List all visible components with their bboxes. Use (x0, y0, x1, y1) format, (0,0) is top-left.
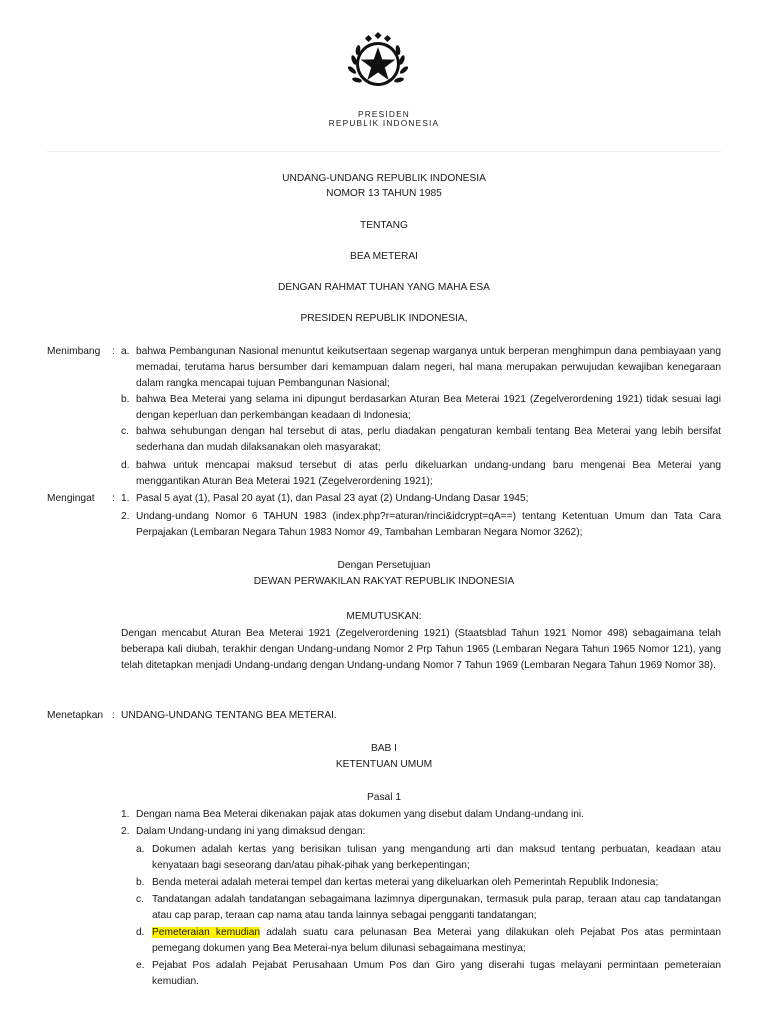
law-blessing: DENGAN RAHMAT TUHAN YANG MAHA ESA (278, 282, 490, 293)
mengingat-colon: : (112, 493, 115, 504)
header-line-republik: REPUBLIK INDONESIA (328, 118, 440, 128)
pasal-1-sub-mark-a: a. (136, 844, 145, 855)
mengingat-mark-1: 1. (121, 493, 130, 504)
menimbang-item-b: bahwa Bea Meterai yang selama ini dipungut berdasarkan Aturan Bea Meterai 1921 (Zegelverordening 1921) tidak sesuai lagi dengan keperluan dan perkembangan keadaan di Indonesia; (136, 394, 721, 421)
menimbang-mark-a: a. (121, 346, 130, 357)
menimbang-item-a: bahwa Pembangunan Nasional menuntut keikutsertaan segenap warganya untuk berperan menghimpun dana pembiayaan yang memadai, terutama harus bersumber dari kemampuan dalam negeri, hal mana merupakan perwujudan kewajiban kenegaraan dalam rangka mencapai tujuan Pembangunan Nasional; (136, 346, 721, 389)
law-title: UNDANG-UNDANG REPUBLIK INDONESIA (282, 173, 486, 184)
menimbang-label: Menimbang (47, 346, 101, 357)
decision-heading: MEMUTUSKAN: (346, 611, 422, 622)
law-president: PRESIDEN REPUBLIK INDONESIA, (300, 313, 468, 324)
pasal-1-sub-mark-d: d. (136, 927, 145, 938)
header-line-presiden: PRESIDEN (357, 109, 411, 119)
menetapkan-text: UNDANG-UNDANG TENTANG BEA METERAI. (121, 710, 337, 721)
pasal-1-sub-mark-c: c. (136, 894, 144, 905)
approval-dpr: DEWAN PERWAKILAN RAKYAT REPUBLIK INDONESIA (253, 576, 515, 587)
mengingat-item-2[interactable]: Undang-undang Nomor 6 TAHUN 1983 (index.php?r=aturan/rinci&idcrypt=qA==) tentang Ketentuan Umum dan Tata Cara Perpajakan (Lembaran Negara Tahun 1983 Nomor 49, Tambahan Lembaran Negara Nomor 3262); (136, 511, 721, 538)
bab-number: BAB I (370, 743, 398, 754)
mengingat-mark-2: 2. (121, 511, 130, 522)
mengingat-item-1: Pasal 5 ayat (1), Pasal 20 ayat (1), dan Pasal 23 ayat (2) Undang-Undang Dasar 1945; (136, 493, 529, 504)
pasal-1-sub-d-text: adalah suatu cara pelunasan Bea Meterai yang dilakukan oleh Pejabat Pos atas permintaan pemegang dokumen yang Bea Meterai-nya belum dilunasi sebagaimana mestinya; (152, 927, 722, 954)
pasal-1-sub-e: Pejabat Pos adalah Pejabat Perusahaan Umum Pos dan Giro yang diserahi tugas melayani permintaan pemeteraian kemudian. (152, 960, 721, 987)
pasal-1-mark-1: 1. (121, 809, 130, 820)
menimbang-mark-b: b. (121, 394, 130, 405)
pasal-1-sub-d (152, 925, 721, 957)
pasal-1-item-2: Dalam Undang-undang ini yang dimaksud dengan: (136, 826, 366, 837)
garuda-star-emblem-icon (344, 30, 412, 98)
pasal-1-title: Pasal 1 (367, 792, 401, 803)
mengingat-label: Mengingat (47, 493, 95, 504)
pasal-1-sub-a: Dokumen adalah kertas yang berisikan tulisan yang mengandung arti dan maksud tentang perbuatan, keadaan atau kenyataan bagi seseorang dan/atau pihak-pihak yang berkepentingan; (152, 844, 721, 871)
pasal-1-sub-b: Benda meterai adalah meterai tempel dan kertas meterai yang dikeluarkan oleh Pemerintah Republik Indonesia; (152, 877, 659, 888)
pasal-1-mark-2: 2. (121, 826, 130, 837)
approval-line: Dengan Persetujuan (337, 560, 431, 571)
menimbang-item-c: bahwa sehubungan dengan hal tersebut di atas, perlu diadakan pengaturan kembali tentang Bea Meterai yang lebih bersifat sederhana dan mudah dilaksanakan oleh masyarakat; (136, 426, 721, 453)
menimbang-mark-c: c. (121, 426, 129, 437)
pasal-1-item-1: Dengan nama Bea Meterai dikenakan pajak atas dokumen yang disebut dalam Undang-undang ini. (136, 809, 584, 820)
header-divider (47, 151, 721, 152)
decision-text: Dengan mencabut Aturan Bea Meterai 1921 (Zegelverordening 1921) (Staatsblad Tahun 1921 Nomor 498) sebagaimana telah beberapa kali diubah, terakhir dengan Undang-undang Nomor 2 Prp Tahun 1965 (Lembaran Negara Tahun 1965 Nomor 121), yang telah ditetapkan menjadi Undang-undang dengan Undang-undang Nomor 7 Tahun 1969 (Lembaran Negara Tahun 1969 Nomor 38). (121, 628, 721, 671)
law-subject: BEA METERAI (350, 251, 418, 262)
pasal-1-sub-mark-b: b. (136, 877, 145, 888)
law-about: TENTANG (360, 220, 408, 231)
law-number: NOMOR 13 TAHUN 1985 (326, 188, 442, 199)
highlighted-term: Pemeteraian kemudian (152, 927, 261, 938)
bab-title: KETENTUAN UMUM (335, 759, 433, 770)
menimbang-mark-d: d. (121, 460, 130, 471)
menetapkan-colon: : (112, 710, 115, 721)
pasal-1-sub-mark-e: e. (136, 960, 145, 971)
menetapkan-label: Menetapkan (47, 710, 104, 721)
pasal-1-sub-c: Tandatangan adalah tandatangan sebagaimana lazimnya dipergunakan, termasuk pula parap, teraan atau cap tandatangan atau cap parap, teraan cap nama atau tanda lainnya sebagai pengganti tandatangan; (152, 894, 721, 921)
menimbang-item-d: bahwa untuk mencapai maksud tersebut di atas perlu dikeluarkan undang-undang baru mengenai Bea Meterai yang menggantikan Aturan Bea Meterai 1921 (Zegelverordening 1921); (136, 460, 721, 487)
menimbang-colon: : (112, 346, 115, 357)
